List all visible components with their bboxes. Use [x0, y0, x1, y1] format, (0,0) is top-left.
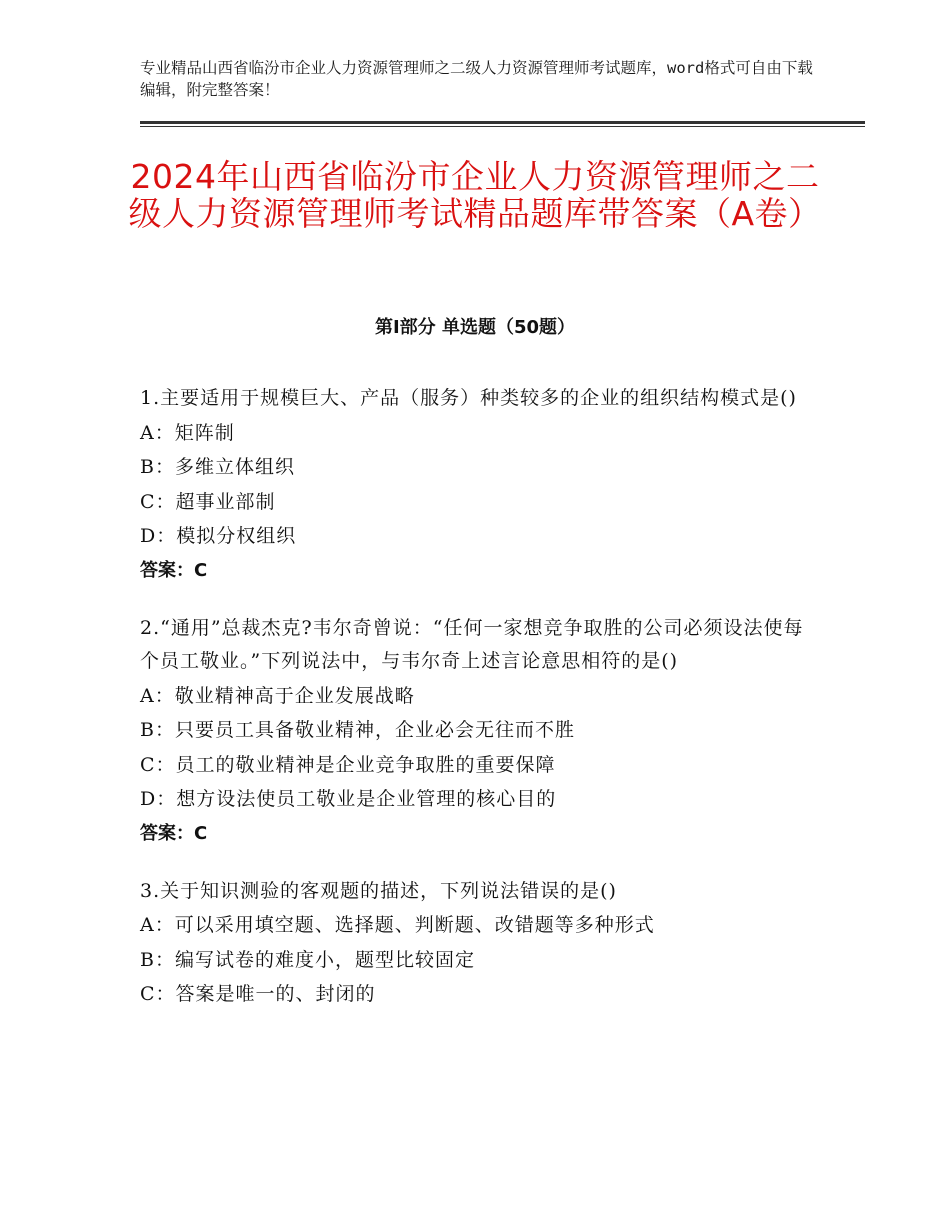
section-title: 第Ⅰ部分 单选题（50题） — [374, 317, 575, 338]
option-b: B：多维立体组织 — [140, 456, 295, 478]
option-c: C：员工的敬业精神是企业竞争取胜的重要保障 — [140, 753, 556, 776]
question-list — [140, 382, 820, 1036]
option-d: D：模拟分权组织 — [140, 525, 297, 547]
option-a: A：敬业精神高于企业发展战略 — [140, 684, 415, 707]
option-a: A：矩阵制 — [140, 421, 235, 444]
option-c: C：答案是唯一的、封闭的 — [140, 983, 376, 1005]
header-divider-thin — [140, 126, 865, 127]
question-text: 2.“通用”总裁杰克?韦尔奇曾说：“任何一家想竞争取胜的公司必须设法使每个员工敬业。”下列说法中，与韦尔奇上述言论意思相符的是() — [140, 616, 804, 672]
option-d: D：想方设法使员工敬业是企业管理的核心目的 — [140, 788, 557, 810]
answer-line: 答案：C — [140, 822, 208, 844]
document-title: 2024年山西省临汾市企业人力资源管理师之二级人力资源管理师考试精品题库带答案（A卷） — [128, 157, 822, 233]
document-header-note: 专业精品山西省临汾市企业人力资源管理师之二级人力资源管理师考试题库，word格式可自由下载编辑，附完整答案！ — [140, 59, 813, 99]
option-a: A：可以采用填空题、选择题、判断题、改错题等多种形式 — [140, 914, 655, 936]
option-b: B：编写试卷的难度小，题型比较固定 — [140, 948, 475, 971]
question-3 — [140, 875, 820, 1012]
option-c: C：超事业部制 — [140, 490, 276, 513]
question-2 — [140, 612, 820, 851]
question-text: 1.主要适用于规模巨大、产品（服务）种类较多的企业的组织结构模式是() — [140, 387, 797, 409]
answer-line: 答案：C — [140, 559, 208, 581]
header-divider-thick — [140, 121, 865, 124]
question-text: 3.关于知识测验的客观题的描述，下列说法错误的是() — [140, 879, 617, 902]
question-1 — [140, 382, 820, 588]
option-b: B：只要员工具备敬业精神，企业必会无往而不胜 — [140, 719, 575, 741]
